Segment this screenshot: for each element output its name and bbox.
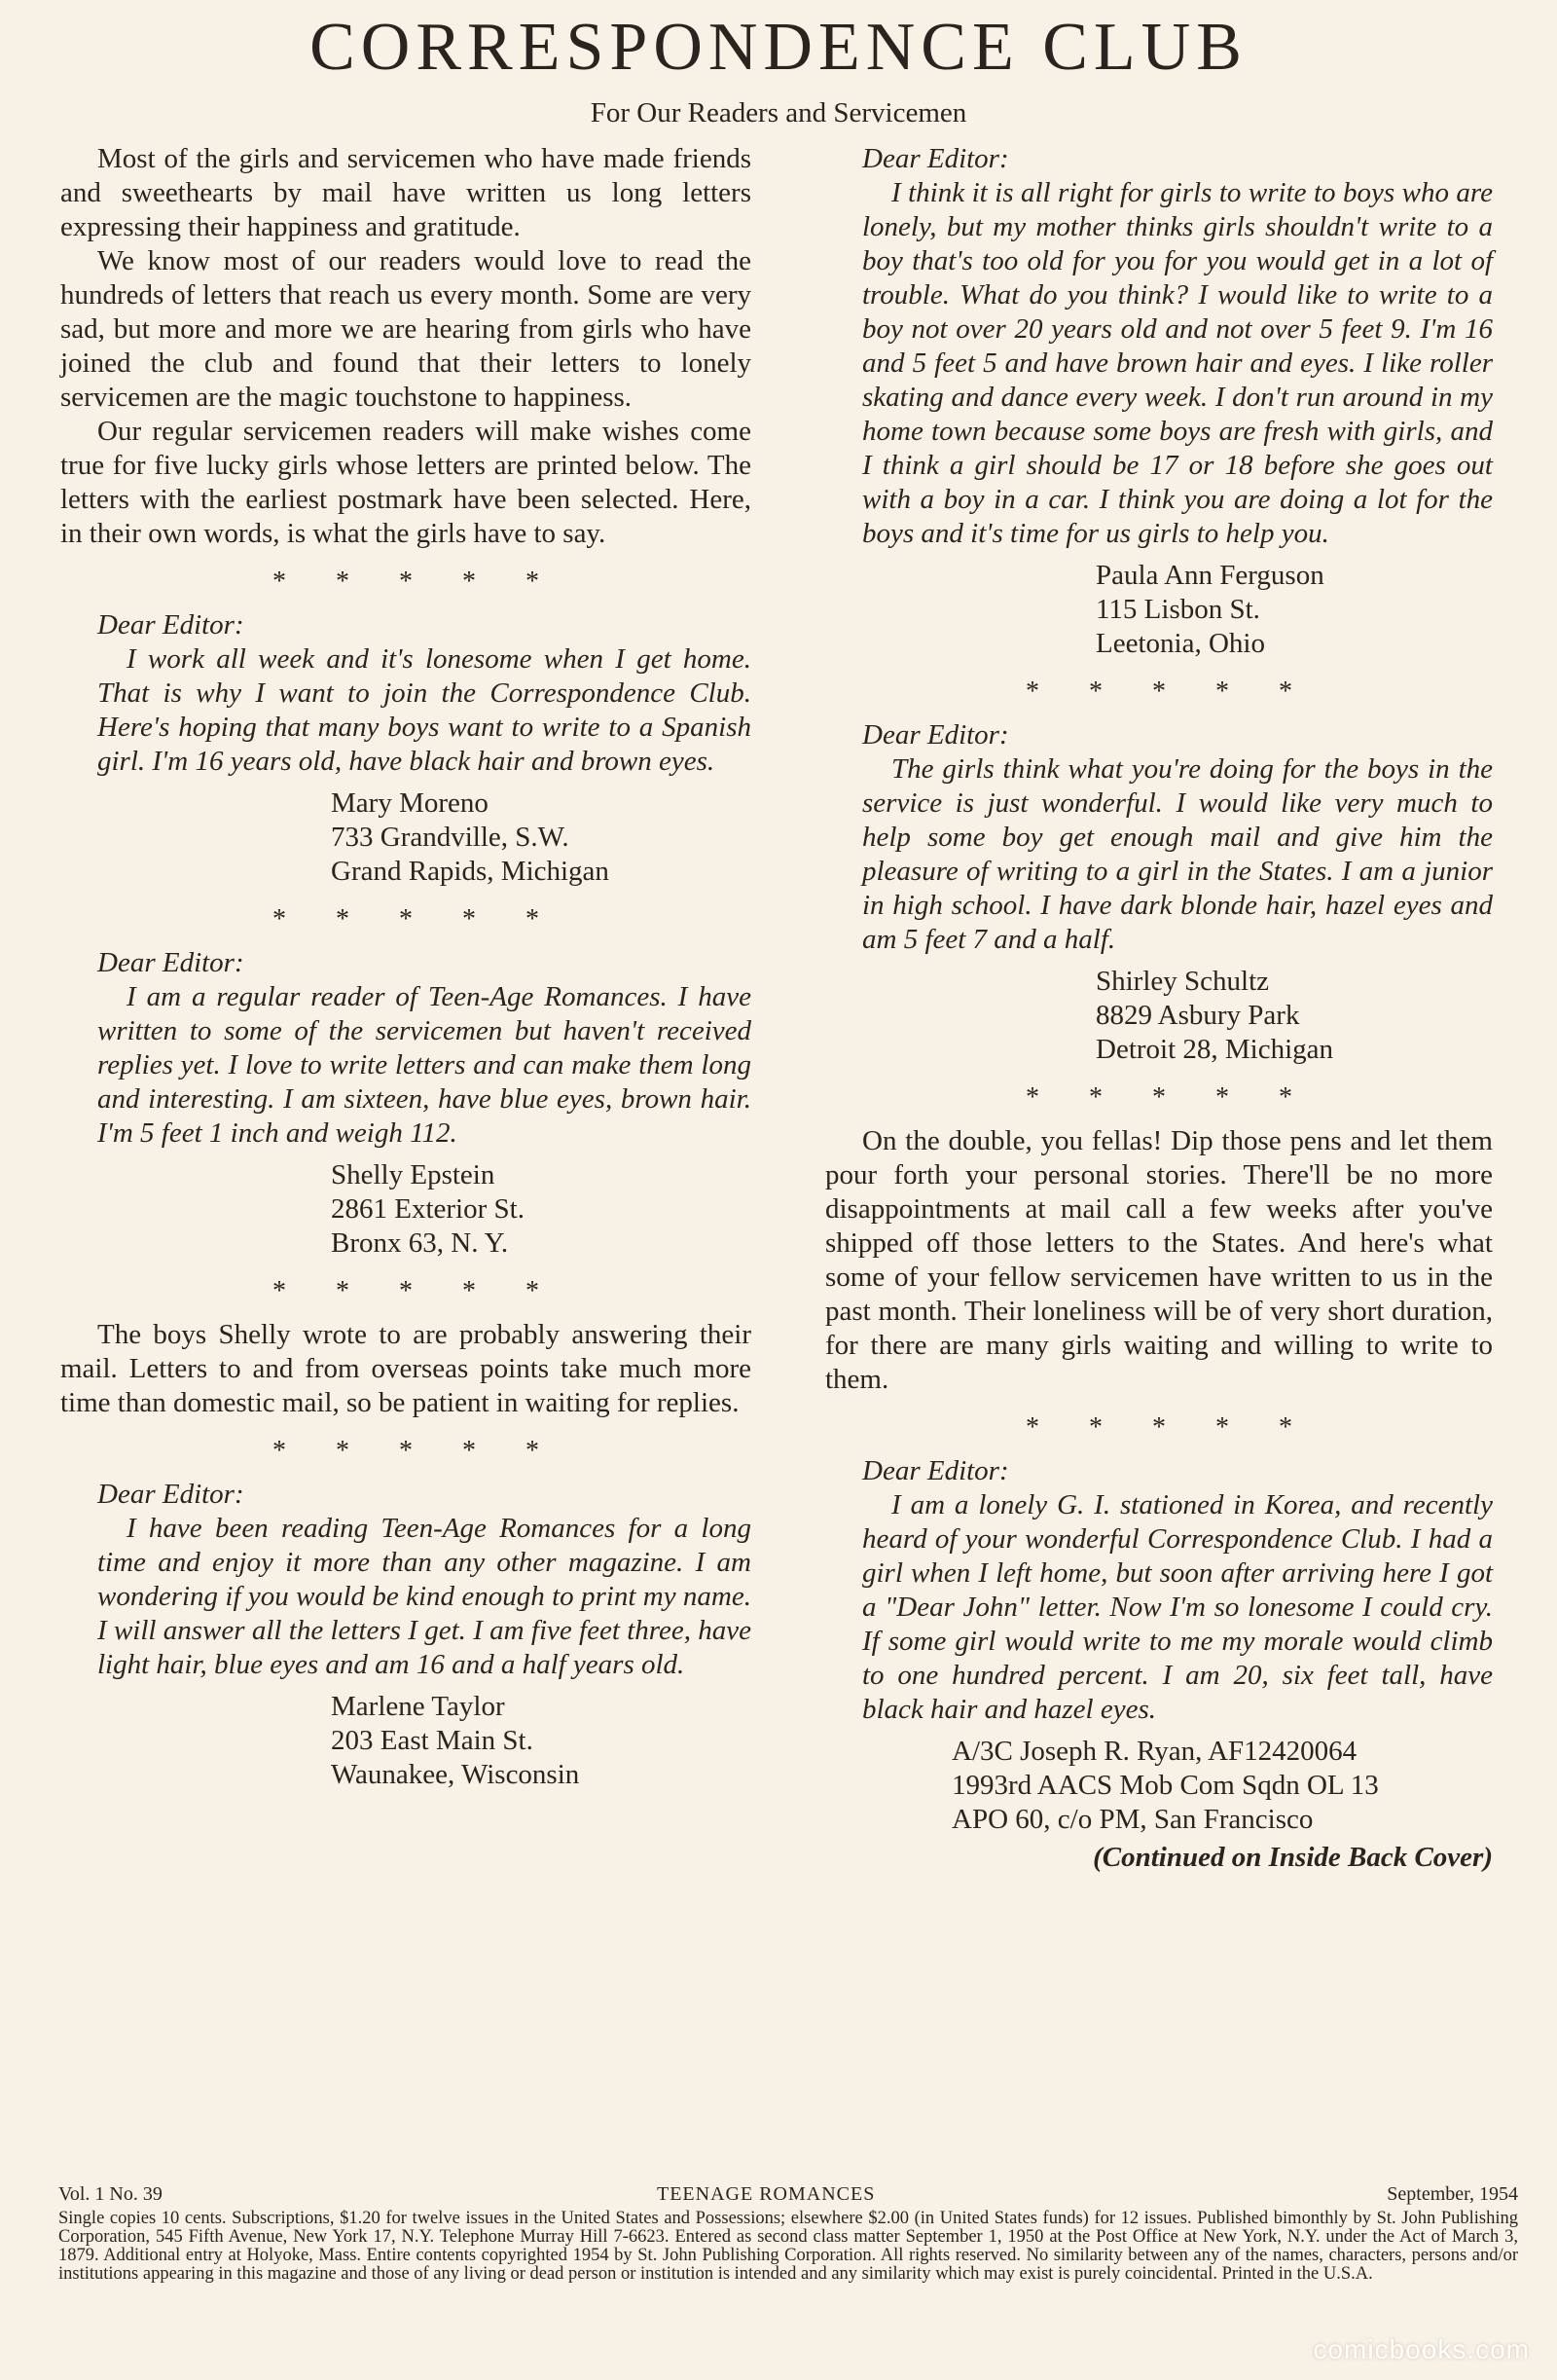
intro-paragraph: We know most of our readers would love to read the hundreds of letters that reach us every month. Some are very sad, but more and more we are hearing from girls who have joined the club and found that their letters to lonely servicemen are the magic touchstone to happiness. <box>60 245 751 413</box>
fine-print: Single copies 10 cents. Subscriptions, $1.20 for twelve issues in the United States and Possessions; elsewhere $2.00 (in United States funds) for 12 issues. Published bimonthly by St. John Publishing Corporation, 545 Fifth Avenue, New York 17, N.Y. Telephone Murray Hill 7-6623. Entered as second class matter September 1, 1950 at the Post Office at New York, N.Y. under the Act of March 3, 1879. Additional entry at Holyoke, Mass. Entire contents copyrighted 1954 by St. John Publishing Corporation. All rights reserved. No similarity between any of the names, characters, persons and/or institutions appearing in this magazine and those of any living or dead person or institution is intended and any similarity which may exist is purely coincidental. Printed in the U.S.A. <box>58 2209 1518 2284</box>
signature-city: Waunakee, Wisconsin <box>331 1759 580 1790</box>
letter-signature <box>1096 965 1493 1067</box>
letter-mary-moreno <box>60 608 751 889</box>
letter-body: I think it is all right for girls to write to boys who are lonely, but my mother thinks girls shouldn't write to a boy that's too old for you for you would get in a lot of trouble. What do you think? I would like to write to a boy not over 20 years old and not over 5 feet 9. I'm 16 and 5 feet 5 and have brown hair and eyes. I like roller skating and dance every week. I don't run around in my home town because some boys are fresh with girls, and I think a girl should be 17 or 18 before she goes out with a boy in a car. I think you are doing a lot for the boys and it's time for us girls to help you. <box>862 177 1493 549</box>
letter-signature <box>1096 559 1493 661</box>
letter-greeting: Dear Editor: <box>862 1455 1009 1486</box>
letter-greeting: Dear Editor: <box>97 947 244 978</box>
issue-date: September, 1954 <box>1387 2183 1518 2205</box>
magazine-name: TEENAGE ROMANCES <box>657 2183 876 2205</box>
signature-name: Shirley Schultz <box>1096 966 1270 997</box>
intro-paragraph: Our regular servicemen readers will make wishes come true for five lucky girls whose letters are printed below. The letters with the earliest postmark have been selected. Here, in their own words, is what the girls have to say. <box>60 416 751 549</box>
signature-name: Shelly Epstein <box>331 1159 495 1190</box>
volume-number: Vol. 1 No. 39 <box>58 2183 163 2205</box>
letter-body: I have been reading Teen-Age Romances for a long time and enjoy it more than any other magazine. I am wondering if you would be kind enough to print my name. I will answer all the letters I get. I am five feet three, have light hair, blue eyes and am 16 and a half years old. <box>97 1513 751 1680</box>
star-divider: * * * * * <box>272 567 561 597</box>
signature-name: Mary Moreno <box>331 787 489 819</box>
signature-city: APO 60, c/o PM, San Francisco <box>952 1804 1314 1835</box>
letter-greeting: Dear Editor: <box>97 609 244 641</box>
page-subtitle: For Our Readers and Servicemen <box>590 97 967 128</box>
letter-body: I am a regular reader of Teen-Age Romances. I have written to some of the servicemen but haven't received replies yet. I love to write letters and can make them long and interesting. I am sixteen, have blue eyes, brown hair. I'm 5 feet 1 inch and weigh 112. <box>97 981 751 1149</box>
footer-masthead <box>58 2183 1518 2209</box>
star-divider: * * * * * <box>1026 1082 1314 1113</box>
signature-street: 8829 Asbury Park <box>1096 1000 1300 1031</box>
letter-paula-ann-ferguson <box>825 142 1493 661</box>
letter-greeting: Dear Editor: <box>862 719 1009 751</box>
letter-shirley-schultz <box>825 718 1493 1067</box>
star-divider: * * * * * <box>1026 1412 1314 1443</box>
star-divider: * * * * * <box>1026 677 1314 707</box>
page-title: CORRESPONDENCE CLUB <box>309 10 1248 85</box>
star-divider: * * * * * <box>272 904 561 934</box>
signature-name: Marlene Taylor <box>331 1691 505 1722</box>
continued-note: (Continued on Inside Back Cover) <box>1093 1842 1493 1873</box>
signature-name: Paula Ann Ferguson <box>1096 560 1324 591</box>
signature-street: 203 East Main St. <box>331 1725 533 1756</box>
right-column <box>825 142 1493 1875</box>
letter-signature <box>952 1735 1493 1837</box>
intro-paragraph: Most of the girls and servicemen who have made friends and sweethearts by mail have written us long letters expressing their happiness and gratitude. <box>60 143 751 242</box>
servicemen-note-text: On the double, you fellas! Dip those pens and let them pour forth your personal stories. There'll be no more disappointments at mail call a few weeks after you've shipped off those letters to the States. And here's what some of your fellow servicemen have written to us in the past month. Their loneliness will be of very short duration, for there are many girls waiting and willing to write to them. <box>825 1125 1493 1395</box>
signature-city: Bronx 63, N. Y. <box>331 1227 509 1259</box>
letter-joseph-ryan <box>825 1454 1493 1837</box>
letter-signature <box>331 787 751 889</box>
signature-city: Detroit 28, Michigan <box>1096 1034 1334 1065</box>
signature-street: 1993rd AACS Mob Com Sqdn OL 13 <box>952 1770 1379 1801</box>
letter-signature <box>331 1690 751 1792</box>
editor-note <box>60 1318 751 1420</box>
letter-marlene-taylor <box>60 1478 751 1792</box>
signature-name: A/3C Joseph R. Ryan, AF12420064 <box>952 1736 1358 1767</box>
letter-body: I work all week and it's lonesome when I get home. That is why I want to join the Correspondence Club. Here's hoping that many boys want to write to a Spanish girl. I'm 16 years old, have black hair and brown eyes. <box>97 643 751 777</box>
letter-shelly-epstein <box>60 946 751 1261</box>
watermark: comicbooks.com <box>1313 2334 1530 2364</box>
signature-street: 733 Grandville, S.W. <box>331 822 569 853</box>
servicemen-note <box>825 1124 1493 1397</box>
editor-note-text: The boys Shelly wrote to are probably answering their mail. Letters to and from overseas points take much more time than domestic mail, so be patient in waiting for replies. <box>60 1319 751 1418</box>
letter-body: I am a lonely G. I. stationed in Korea, and recently heard of your wonderful Correspondence Club. I had a girl when I left home, but soon after arriving here I got a "Dear John" letter. Now I'm so lonesome I could cry. If some girl would write to me my morale would climb to one hundred percent. I am 20, six feet tall, have black hair and hazel eyes. <box>862 1489 1493 1725</box>
signature-city: Leetonia, Ohio <box>1096 628 1265 659</box>
signature-street: 2861 Exterior St. <box>331 1193 525 1225</box>
star-divider: * * * * * <box>272 1276 561 1306</box>
letter-signature <box>331 1158 751 1261</box>
letter-body: The girls think what you're doing for the boys in the service is just wonderful. I would like very much to help some boy get enough mail and give him the pleasure of writing to a girl in the States. I am a junior in high school. I have dark blonde hair, hazel eyes and am 5 feet 7 and a half. <box>862 753 1493 955</box>
signature-city: Grand Rapids, Michigan <box>331 856 609 887</box>
left-column <box>60 142 751 1792</box>
star-divider: * * * * * <box>272 1436 561 1466</box>
intro-text <box>60 142 751 551</box>
signature-street: 115 Lisbon St. <box>1096 594 1260 625</box>
letter-greeting: Dear Editor: <box>97 1479 244 1510</box>
letter-greeting: Dear Editor: <box>862 143 1009 174</box>
